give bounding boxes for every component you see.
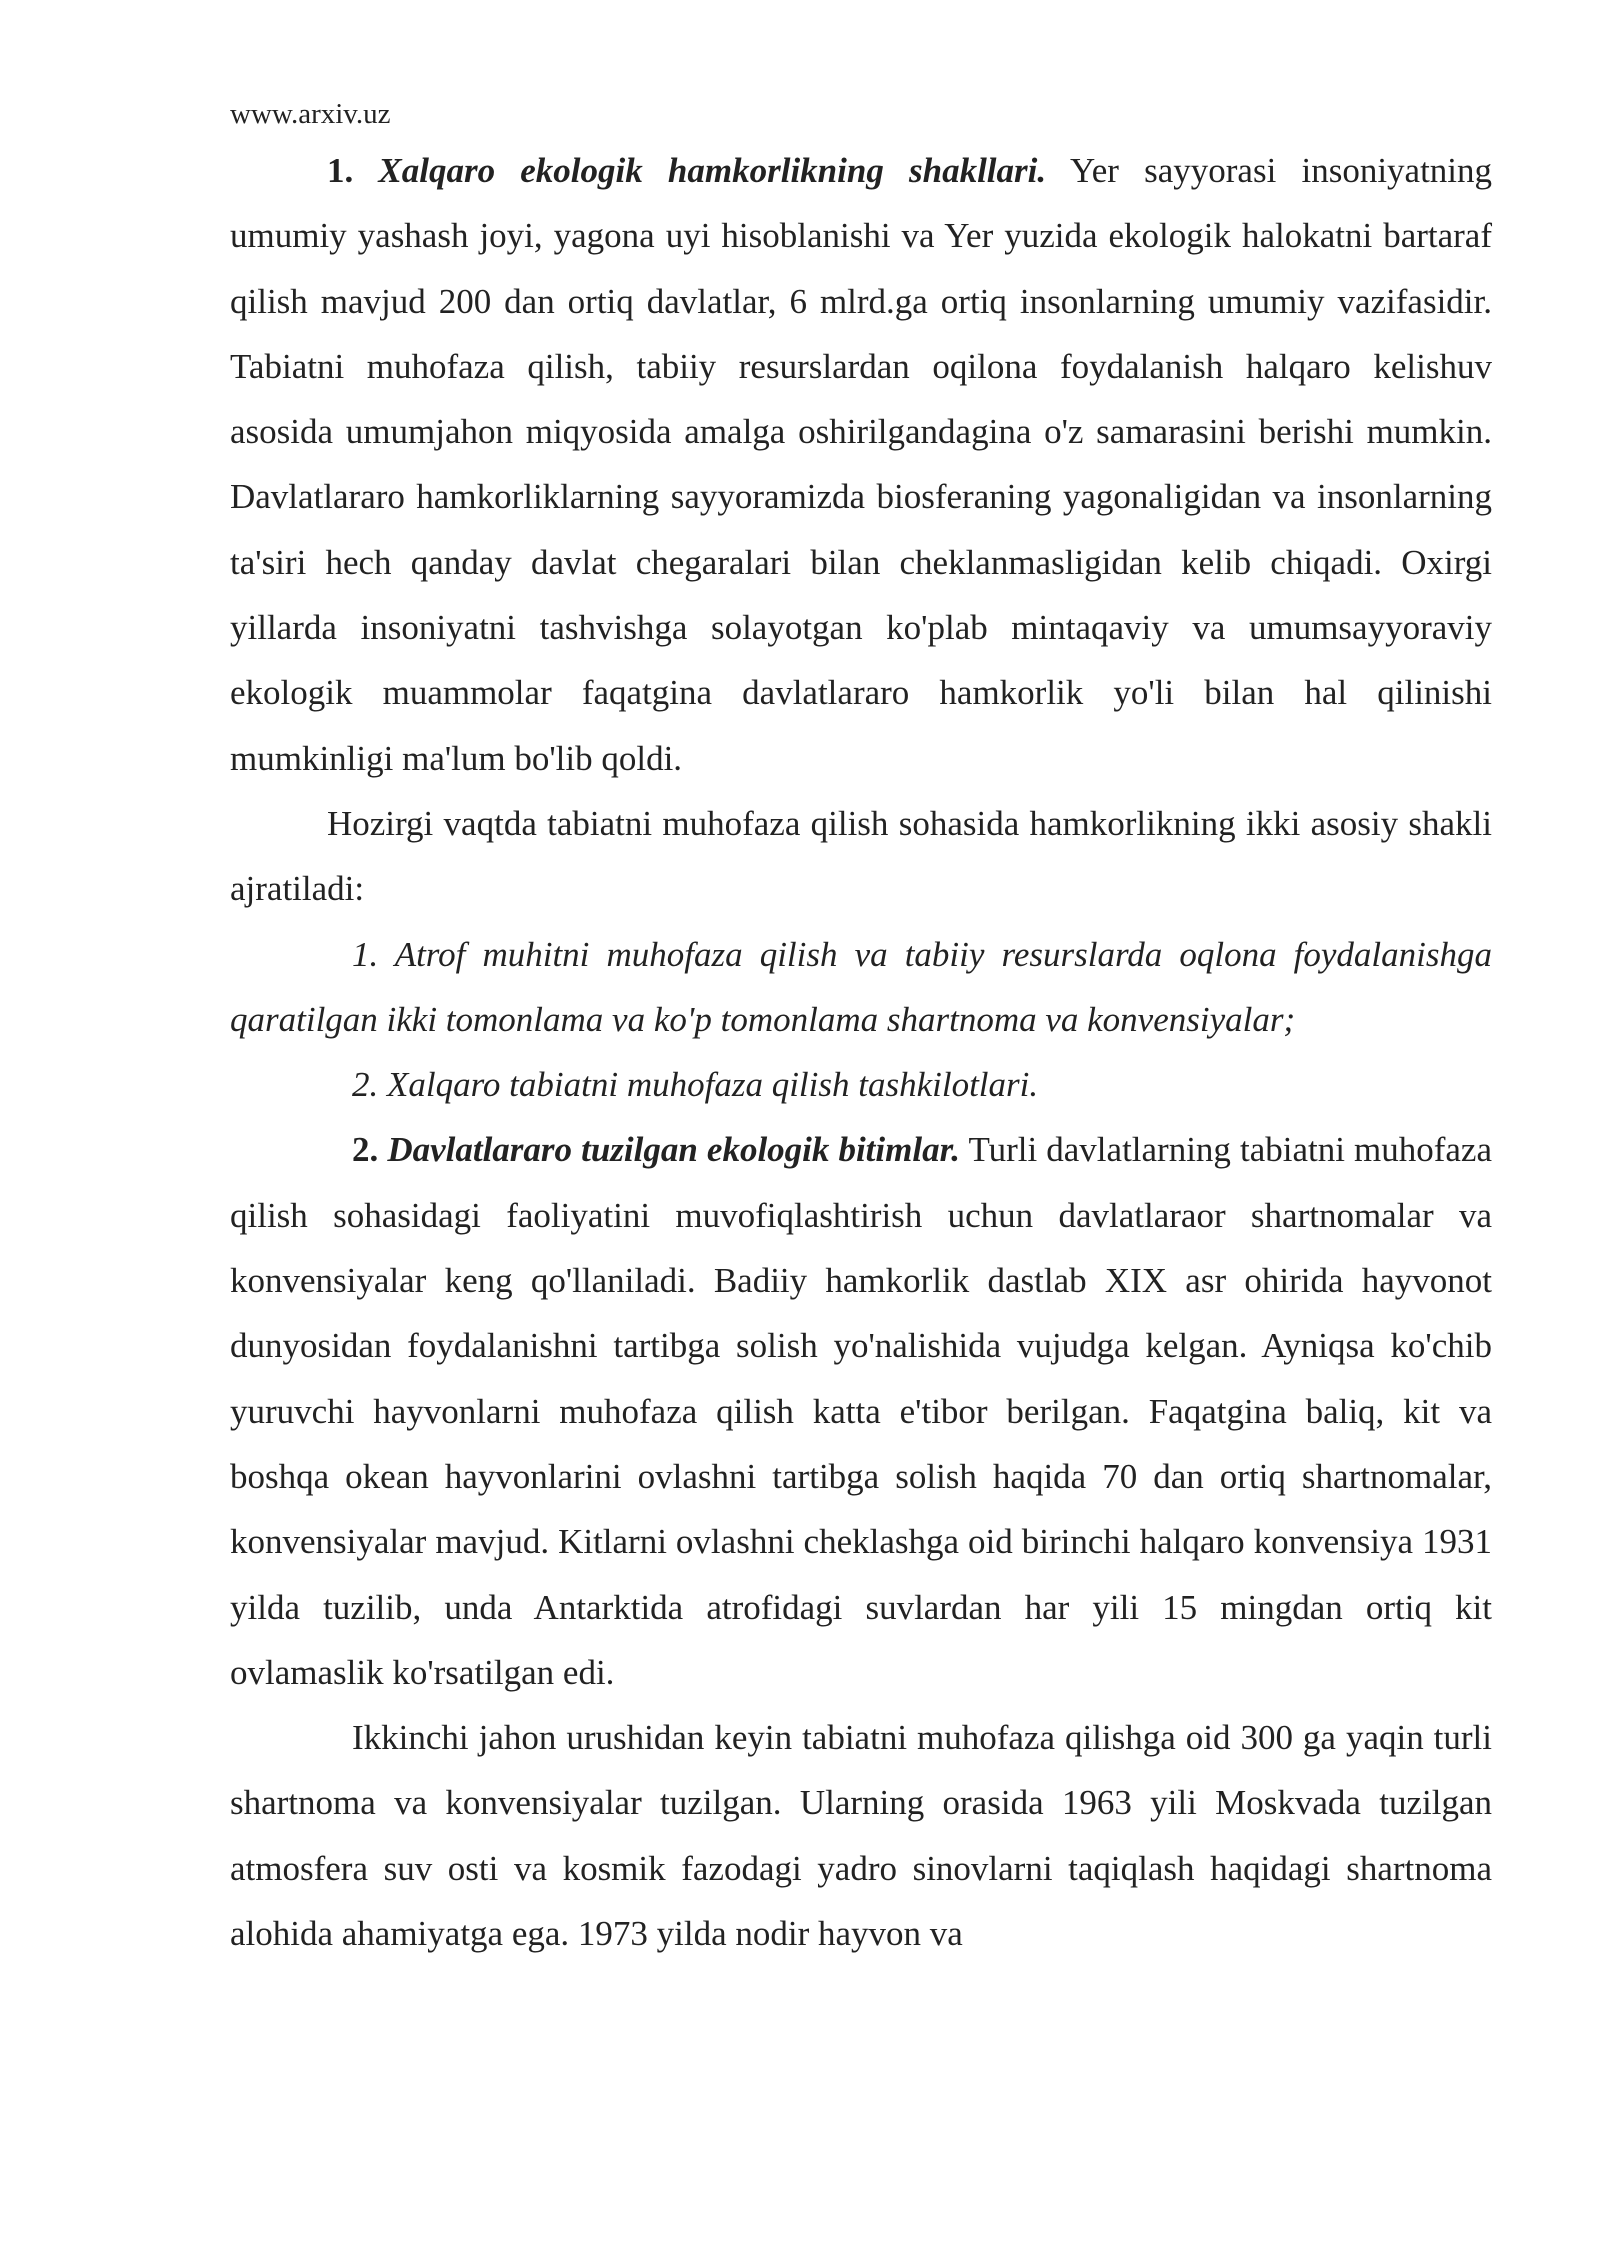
- section-1-body: Yer sayyorasi insoniyatning umumiy yashash joyi, yagona uyi hisoblanishi va Yer yuzida ekologik halokatni bartaraf qilish mavjud 200 dan ortiq davlatlar, 6 mlrd.ga ortiq insonlarning umumiy vazifasidir. Tabiatni muhofaza qilish, tabiiy resurslardan oqilona foydalanish halqaro kelishuv asosida umumjahon miqyosida amalga oshirilgandagina o'z samarasini berishi mumkin. Davlatlararo hamkorliklarning sayyoramizda biosferaning yagonaligidan va insonlarning ta'siri hech qanday davlat chegaralari bilan cheklanmasligidan kelib chiqadi. Oxirgi yillarda insoniyatni tashvishga solayotgan ko'plab mintaqaviy va umumsayyoraviy ekologik muammolar faqatgina davlatlararo hamkorlik yo'li bilan hal qilinishi mumkinligi ma'lum bo'lib qoldi.: [230, 151, 1493, 778]
- section-1-number: 1.: [327, 151, 354, 190]
- section-2-number: 2.: [352, 1130, 379, 1170]
- postwar-paragraph: Ikkinchi jahon urushidan keyin tabiatni muhofaza qilishga oid 300 ga yaqin turli shartnoma va konvensiyalar tuzilgan. Ularning orasida 1963 yili Moskvada tuzilgan atmosfera suv osti va kosmik fazodagi yadro sinovlarni taqiqlash haqidagi shartnoma alohida ahamiyatga ega. 1973 yilda nodir hayvon va: [230, 1718, 1492, 1954]
- section-2-body: Turli davlatlarning tabiatni muhofaza qilish sohasidagi faoliyatini muvofiqlashtirish uchun davlatlaraor shartnomalar va konvensiyalar keng qo'llaniladi. Badiiy hamkorlik dastlab XIX asr ohirida hayvonot dunyosidan foydalanishni tartibga solish yo'nalishida vujudga kelgan. Ayniqsa ko'chib yuruvchi hayvonlarni muhofaza qilish katta e'tibor berilgan. Faqatgina baliq, kit va boshqa okean hayvonlarini ovlashni tartibga solish haqida 70 dan ortiq shartnomalar, konvensiyalar mavjud. Kitlarni ovlashni cheklashga oid birinchi halqaro konvensiya 1931 yilda tuzilib, unda Antarktida atrofidagi suvlardan har yili 15 mingdan ortiq kit ovlamaslik ko'rsatilgan edi.: [230, 1130, 1493, 1692]
- document-page: [230, 92, 1492, 1966]
- section-1-title: Xalqaro ekologik hamkorlikning shakllari.: [378, 151, 1047, 190]
- forms-list-item-1: 1. Atrof muhitni muhofaza qilish va tabiiy resurslarda oqlona foydalanishga qaratilgan ikki tomonlama va ko'p tomonlama shartnoma va konvensiyalar;: [230, 934, 1492, 1039]
- section-1-paragraph: [230, 138, 1492, 791]
- site-url: www.arxiv.uz: [230, 98, 391, 130]
- intro-forms-paragraph: Hozirgi vaqtda tabiatni muhofaza qilish sohasida hamkorlikning ikki asosiy shakli ajratiladi:: [230, 803, 1492, 909]
- section-2-title: Davlatlararo tuzilgan ekologik bitimlar.: [387, 1130, 961, 1170]
- section-2-paragraph: [230, 1117, 1492, 1705]
- forms-list-item-2: 2. Xalqaro tabiatni muhofaza qilish tashkilotlari.: [352, 1065, 1039, 1105]
